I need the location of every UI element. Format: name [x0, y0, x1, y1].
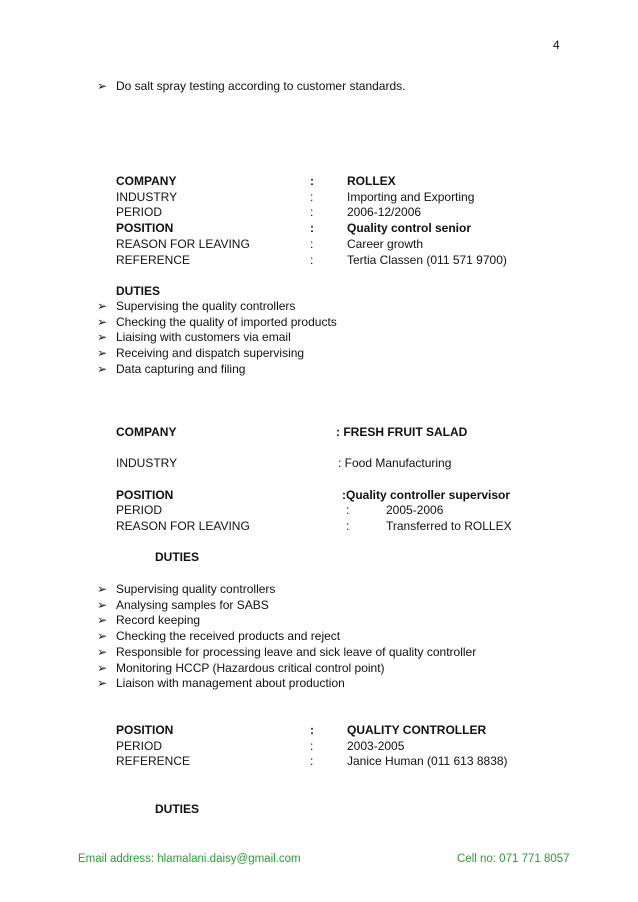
job1-duty-item: ➢ Data capturing and filing — [116, 362, 245, 376]
job2-position-label: POSITION — [116, 488, 174, 502]
job1-row-value: ROLLEX — [347, 174, 396, 188]
job2-duty-item: ➢ Monitoring HCCP (Hazardous critical control point) — [116, 661, 385, 675]
job2-duty-item: ➢ Supervising quality controllers — [116, 582, 275, 596]
job1-duty-item: ➢ Checking the quality of imported products — [116, 315, 337, 329]
job1-row-colon: : — [310, 189, 314, 204]
job1-row-label: COMPANY — [116, 174, 177, 188]
job3-row-colon: : — [310, 754, 314, 769]
job2-industry-value: : Food Manufacturing — [338, 456, 452, 470]
intro-bullet: ➢ Do salt spray testing according to customer standards. — [116, 79, 405, 93]
job1-row-label: REASON FOR LEAVING — [116, 236, 250, 251]
job1-row-label: PERIOD — [116, 205, 163, 220]
job2-reason-colon: : — [346, 519, 350, 533]
page-number: 4 — [553, 38, 560, 52]
job1-duty-item: ➢ Supervising the quality controllers — [116, 299, 295, 313]
job1-row-label: INDUSTRY — [116, 189, 178, 204]
job1-row-colon: : — [310, 174, 314, 188]
job2-company-value: : FRESH FRUIT SALAD — [336, 425, 468, 439]
job1-row-value: Importing and Exporting — [347, 189, 475, 204]
job3-row-label: REFERENCE — [116, 754, 191, 769]
job2-period-label: PERIOD — [116, 503, 163, 517]
job2-reason-label: REASON FOR LEAVING — [116, 519, 250, 533]
job2-company-label: COMPANY — [116, 425, 177, 439]
job1-row-colon: : — [310, 205, 314, 220]
job3-row-value: QUALITY CONTROLLER — [347, 723, 487, 737]
job2-position-value: :Quality controller supervisor — [342, 488, 511, 502]
job1-row-value: 2006-12/2006 — [347, 205, 422, 220]
job2-duty-item: ➢ Responsible for processing leave and sick leave of quality controller — [116, 645, 476, 659]
job2-duty-item: ➢ Liaison with management about production — [116, 676, 345, 690]
job1-row-label: REFERENCE — [116, 252, 191, 267]
footer-cell: Cell no: 071 771 8057 — [457, 853, 570, 865]
job1-row-colon: : — [310, 221, 314, 236]
job2-reason-value: Transferred to ROLLEX — [386, 519, 512, 533]
job2-period-colon: : — [346, 503, 350, 517]
job3-row-colon: : — [310, 723, 314, 737]
job1-row-colon: : — [310, 252, 314, 267]
job1-duty-item: ➢ Receiving and dispatch supervising — [116, 346, 304, 360]
job3-row-label: PERIOD — [116, 738, 163, 753]
job3-duties-heading: DUTIES — [155, 802, 200, 816]
job1-row-colon: : — [310, 236, 314, 251]
job2-duty-item: ➢ Record keeping — [116, 613, 200, 627]
job1-row-label: POSITION — [116, 221, 174, 236]
job2-industry-label: INDUSTRY — [116, 456, 178, 470]
job3-row-value: 2003-2005 — [347, 738, 405, 753]
footer-email: Email address: hlamalani.daisy@gmail.com — [78, 853, 301, 865]
job2-period-value: 2005-2006 — [386, 503, 444, 517]
job3-row-colon: : — [310, 738, 314, 753]
job3-row-label: POSITION — [116, 723, 174, 737]
job1-row-value: Quality control senior — [347, 221, 472, 236]
job1-row-value: Tertia Classen (011 571 9700) — [347, 252, 507, 267]
job2-duty-item: ➢ Checking the received products and reject — [116, 629, 340, 643]
job1-duties-heading: DUTIES — [116, 284, 161, 298]
job1-duty-item: ➢ Liaising with customers via email — [116, 330, 291, 344]
job2-duties-heading: DUTIES — [155, 550, 200, 564]
job2-duty-item: ➢ Analysing samples for SABS — [116, 598, 269, 612]
job3-row-value: Janice Human (011 613 8838) — [347, 754, 508, 769]
job1-row-value: Career growth — [347, 236, 424, 251]
